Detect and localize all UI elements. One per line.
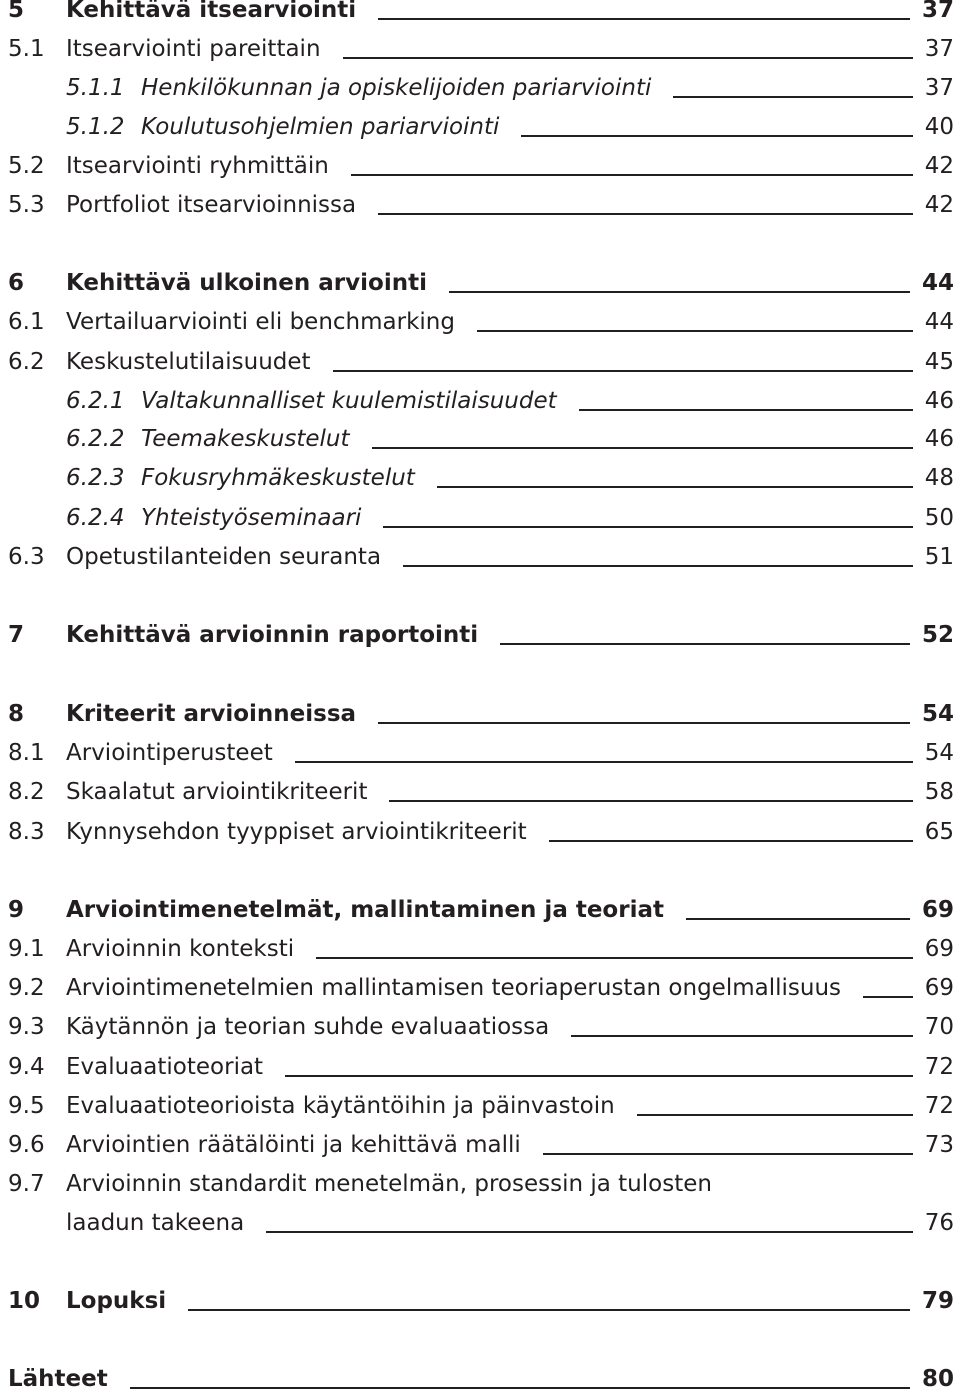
toc-title: Keskustelutilaisuudet	[66, 349, 311, 375]
toc-entry[interactable]	[0, 1359, 960, 1399]
toc-leader-line	[333, 370, 913, 372]
toc-section-number: 6.1	[8, 309, 45, 335]
toc-leader-line	[378, 213, 913, 215]
toc-leader-line	[285, 1075, 913, 1077]
toc-entry[interactable]	[0, 812, 960, 852]
toc-title: Kehittävä itsearviointi	[66, 0, 357, 23]
toc-title: Evaluaatioteoriat	[66, 1054, 264, 1080]
toc-title: Evaluaatioteorioista käytäntöihin ja päinvastoin	[66, 1093, 615, 1119]
toc-entry[interactable]	[0, 1125, 960, 1165]
toc-leader-line	[378, 18, 910, 20]
toc-title: Portfoliot itsearvioinnissa	[66, 192, 357, 218]
toc-entry[interactable]	[0, 29, 960, 69]
toc-title: Koulutusohjelmien pariarviointi	[141, 114, 500, 140]
toc-leader-line	[863, 996, 913, 998]
toc-leader-line	[403, 565, 913, 567]
toc-title: Lähteet	[8, 1366, 108, 1392]
toc-leader-line	[637, 1114, 913, 1116]
toc-entry[interactable]	[0, 146, 960, 186]
toc-leader-line	[316, 957, 913, 959]
toc-page-number: 42	[924, 192, 954, 218]
toc-entry[interactable]	[0, 537, 960, 577]
toc-page-number: 69	[924, 975, 954, 1001]
toc-entry[interactable]	[0, 615, 960, 655]
toc-entry[interactable]	[0, 381, 960, 421]
toc-section-number: 6	[8, 270, 25, 296]
toc-title: Henkilökunnan ja opiskelijoiden pariarviointi	[141, 75, 652, 101]
toc-page-number: 69	[924, 936, 954, 962]
toc-entry[interactable]	[0, 458, 960, 498]
toc-section-number: 8.3	[8, 819, 45, 845]
toc-page-number: 37	[924, 36, 954, 62]
toc-page-number: 72	[924, 1093, 954, 1119]
toc-section-number: 6.3	[8, 544, 45, 570]
toc-page-number: 80	[921, 1366, 954, 1392]
toc-page-number: 65	[924, 819, 954, 845]
toc-page-number: 54	[924, 740, 954, 766]
toc-section-number: 9.2	[8, 975, 45, 1001]
toc-title: Kynnysehdon tyyppiset arviointikriteerit	[66, 819, 527, 845]
toc-section-number: 9	[8, 897, 25, 923]
toc-section-number: 5	[8, 0, 25, 23]
toc-title: Arviointien räätälöinti ja kehittävä malli	[66, 1132, 521, 1158]
toc-page-number: 58	[924, 779, 954, 805]
toc-entry[interactable]	[0, 419, 960, 459]
toc-leader-line	[579, 409, 913, 411]
toc-section-number: 6.2.4	[66, 505, 125, 531]
toc-page-number: 52	[921, 622, 954, 648]
toc-section-number: 6.2.3	[66, 465, 125, 491]
toc-section-number: 6.2	[8, 349, 45, 375]
toc-leader-line	[686, 918, 910, 920]
toc-entry[interactable]	[0, 498, 960, 538]
toc-leader-line	[389, 800, 912, 802]
toc-title: Arvioinnin standardit menetelmän, prosessin ja tulosten	[66, 1171, 712, 1197]
toc-entry[interactable]	[0, 733, 960, 773]
toc-title: Arviointiperusteet	[66, 740, 273, 766]
toc-entry[interactable]	[0, 0, 960, 30]
toc-entry[interactable]	[0, 772, 960, 812]
toc-title: Vertailuarviointi eli benchmarking	[66, 309, 455, 335]
toc-page-number: 79	[921, 1288, 954, 1314]
toc-section-number: 9.1	[8, 936, 45, 962]
toc-entry[interactable]	[0, 185, 960, 225]
toc-leader-line	[266, 1231, 912, 1233]
toc-page-number: 51	[924, 544, 954, 570]
toc-title: Itsearviointi pareittain	[66, 36, 321, 62]
toc-entry[interactable]	[0, 1164, 960, 1204]
toc-entry[interactable]	[0, 694, 960, 734]
toc-page-number: 54	[921, 701, 954, 727]
toc-leader-line	[571, 1035, 912, 1037]
toc-page-number: 45	[924, 349, 954, 375]
toc-leader-line	[343, 57, 913, 59]
toc-entry[interactable]	[0, 1281, 960, 1321]
toc-leader-line	[549, 840, 913, 842]
toc-page-number: 37	[924, 75, 954, 101]
toc-page-number: 44	[921, 270, 954, 296]
toc-page-number: 70	[924, 1014, 954, 1040]
toc-title: Opetustilanteiden seuranta	[66, 544, 382, 570]
toc-section-number: 9.4	[8, 1054, 45, 1080]
toc-entry[interactable]	[0, 1203, 960, 1243]
toc-title: Itsearviointi ryhmittäin	[66, 153, 329, 179]
toc-section-number: 5.1	[8, 36, 45, 62]
toc-entry[interactable]	[0, 68, 960, 108]
toc-entry[interactable]	[0, 929, 960, 969]
toc-title: Kehittävä arvioinnin raportointi	[66, 622, 479, 648]
toc-leader-line	[673, 96, 912, 98]
toc-page-number: 73	[924, 1132, 954, 1158]
toc-section-number: 8.2	[8, 779, 45, 805]
toc-leader-line	[130, 1387, 910, 1389]
toc-page-number: 37	[921, 0, 954, 23]
toc-page-number: 40	[924, 114, 954, 140]
toc-leader-line	[295, 761, 913, 763]
toc-title: Lopuksi	[66, 1288, 167, 1314]
toc-title: Teemakeskustelut	[141, 426, 350, 452]
toc-page-number: 46	[924, 388, 954, 414]
toc-entry[interactable]	[0, 342, 960, 382]
toc-entry[interactable]	[0, 890, 960, 930]
toc-leader-line	[351, 174, 913, 176]
toc-title: laadun takeena	[66, 1210, 245, 1236]
toc-page-number: 76	[924, 1210, 954, 1236]
toc-section-number: 8	[8, 701, 25, 727]
toc-title: Käytännön ja teorian suhde evaluaatiossa	[66, 1014, 550, 1040]
toc-section-number: 5.1.2	[66, 114, 125, 140]
toc-entry[interactable]	[0, 968, 960, 1008]
toc-leader-line	[378, 722, 910, 724]
toc-section-number: 8.1	[8, 740, 45, 766]
toc-entry[interactable]	[0, 263, 960, 303]
toc-entry[interactable]	[0, 1086, 960, 1126]
toc-leader-line	[477, 330, 913, 332]
toc-title: Valtakunnalliset kuulemistilaisuudet	[141, 388, 557, 414]
toc-leader-line	[372, 447, 913, 449]
toc-page-number: 72	[924, 1054, 954, 1080]
toc-section-number: 9.7	[8, 1171, 45, 1197]
toc-leader-line	[500, 643, 910, 645]
toc-title: Yhteistyöseminaari	[141, 505, 362, 531]
toc-entry[interactable]	[0, 1007, 960, 1047]
toc-page-number: 44	[924, 309, 954, 335]
toc-section-number: 7	[8, 622, 25, 648]
toc-title: Arvioinnin konteksti	[66, 936, 295, 962]
toc-page-number: 42	[924, 153, 954, 179]
toc-section-number: 10	[8, 1288, 41, 1314]
toc-leader-line	[521, 135, 912, 137]
toc-entry[interactable]	[0, 302, 960, 342]
toc-leader-line	[188, 1309, 910, 1311]
toc-section-number: 5.3	[8, 192, 45, 218]
toc-section-number: 6.2.1	[66, 388, 125, 414]
toc-section-number: 5.2	[8, 153, 45, 179]
toc-page-number: 48	[924, 465, 954, 491]
toc-page-number: 46	[924, 426, 954, 452]
toc-title: Kriteerit arvioinneissa	[66, 701, 357, 727]
toc-section-number: 6.2.2	[66, 426, 125, 452]
toc-leader-line	[383, 526, 912, 528]
toc-leader-line	[449, 291, 910, 293]
toc-title: Arviointimenetelmät, mallintaminen ja teoriat	[66, 897, 664, 923]
toc-leader-line	[543, 1153, 913, 1155]
toc-entry[interactable]	[0, 107, 960, 147]
toc-entry[interactable]	[0, 1047, 960, 1087]
toc-title: Kehittävä ulkoinen arviointi	[66, 270, 427, 296]
toc-title: Skaalatut arviointikriteerit	[66, 779, 368, 805]
toc-section-number: 5.1.1	[66, 75, 125, 101]
toc-section-number: 9.5	[8, 1093, 45, 1119]
toc-title: Fokusryhmäkeskustelut	[141, 465, 415, 491]
toc-title: Arviointimenetelmien mallintamisen teoriaperustan ongelmallisuus	[66, 975, 842, 1001]
toc-section-number: 9.3	[8, 1014, 45, 1040]
toc-page-number: 69	[921, 897, 954, 923]
toc-leader-line	[437, 486, 913, 488]
toc-section-number: 9.6	[8, 1132, 45, 1158]
toc-page-number: 50	[924, 505, 954, 531]
